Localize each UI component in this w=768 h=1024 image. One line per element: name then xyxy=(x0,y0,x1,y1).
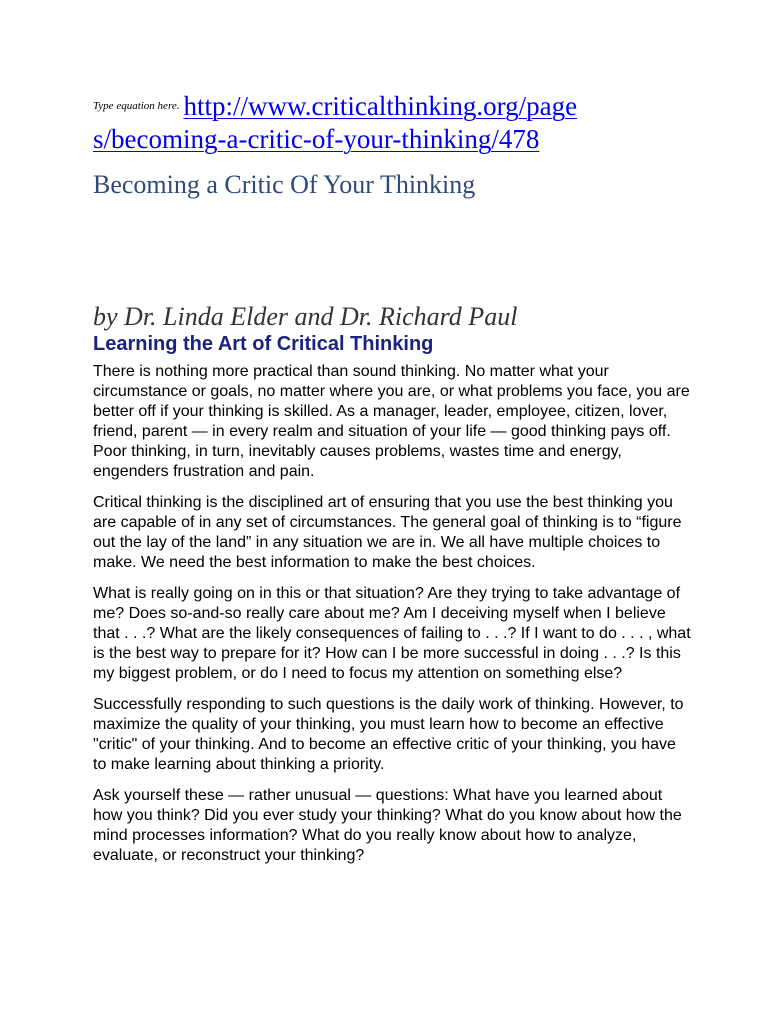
paragraph: Critical thinking is the disciplined art of ensuring that you use the best thinking you are capable of in any set of circumstances. The general goal of thinking is to “figure out the lay of the land” in any situation we are in. We all have multiple choices to make. We need the best information to make the best choices. xyxy=(93,494,682,571)
article-body xyxy=(93,362,693,877)
paragraph: Successfully responding to such questions is the daily work of thinking. However, to maximize the quality of your thinking, you must learn how to become an effective "critic" of your thinking. And to become an effective critic of your thinking, you have to make learning about thinking a priority. xyxy=(93,696,684,773)
source-url-line xyxy=(93,90,693,156)
author-byline: by Dr. Linda Elder and Dr. Richard Paul xyxy=(93,302,518,331)
paragraph: What is really going on in this or that situation? Are they trying to take advantage of me? Does so-and-so really care about me? Am I deceiving myself when I believe that . . .? What are the likely consequences of failing to . . .? If I want to do . . . , what is the best way to prepare for it? How can I be more successful in doing . . .? Is this my biggest problem, or do I need to focus my attention on something else? xyxy=(93,585,691,682)
article-title: Becoming a Critic Of Your Thinking xyxy=(93,170,476,199)
section-heading: Learning the Art of Critical Thinking xyxy=(93,333,434,355)
equation-placeholder[interactable]: Type equation here. xyxy=(93,100,180,112)
paragraph: There is nothing more practical than sound thinking. No matter what your circumstance or goals, no matter where you are, or what problems you face, you are better off if your thinking is skilled. As a manager, leader, employee, citizen, lover, friend, parent — in every realm and situation of your life — good thinking pays off. Poor thinking, in turn, inevitably causes problems, wastes time and energy, engenders frustration and pain. xyxy=(93,363,690,480)
source-url-part-1[interactable]: http://www.criticalthinking.org/page xyxy=(183,91,578,121)
source-url-part-2[interactable]: s/becoming-a-critic-of-your-thinking/478 xyxy=(93,124,540,154)
paragraph: Ask yourself these — rather unusual — questions: What have you learned about how you think? Did you ever study your thinking? What do you know about how the mind processes information? What do you really know about how to analyze, evaluate, or reconstruct your thinking? xyxy=(93,787,682,864)
